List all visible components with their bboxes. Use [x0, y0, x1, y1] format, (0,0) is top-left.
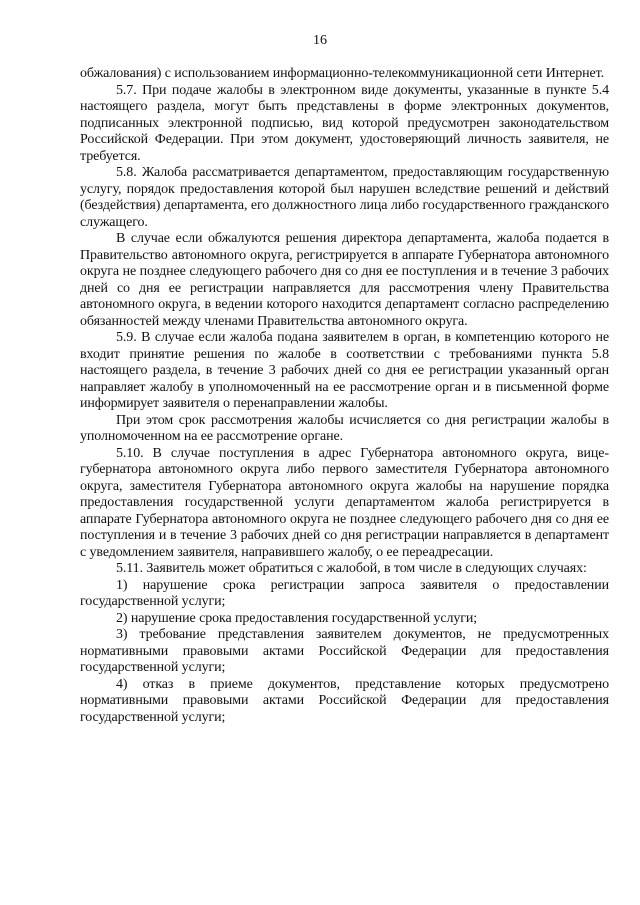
paragraph: 5.9. В случае если жалоба подана заявителем в орган, в компетенцию которого не входит принятие решения по жалобе в соответствии с требованиями пункта 5.8 настоящего раздела, в течение 3 рабочих дней со дня ее регистрации указанный орган направляет жалобу в уполномоченный на ее рассмотрение орган и в письменной форме информирует заявителя о перенаправлении жалобы. [80, 330, 609, 411]
page-number: 16 [313, 33, 327, 48]
paragraph: обжалования) с использованием информационно-телекоммуникационной сети Интернет. [80, 66, 605, 81]
paragraph: При этом срок рассмотрения жалобы исчисляется со дня регистрации жалобы в уполномоченном на ее рассмотрение органе. [80, 412, 609, 444]
document-body [80, 66, 609, 726]
list-item: 3) требование представления заявителем документов, не предусмотренных нормативными правовыми актами Российской Федерации для предоставления государственной услуги; [80, 627, 609, 675]
paragraph: 5.8. Жалоба рассматривается департаментом, предоставляющим государственную услугу, порядок предоставления которой был нарушен вследствие решений и действий (бездействия) департамента, его должностного лица либо государственного гражданского служащего. [80, 165, 609, 230]
paragraph: 5.7. При подаче жалобы в электронном виде документы, указанные в пункте 5.4 настоящего раздела, могут быть представлены в форме электронных документов, подписанных электронной подписью, вид которой предусмотрен законодательством Российской Федерации. При этом документ, удостоверяющий личность заявителя, не требуется. [80, 82, 609, 164]
list-item: 2) нарушение срока предоставления государственной услуги; [116, 610, 478, 626]
paragraph: В случае если обжалуются решения директора департамента, жалоба подается в Правительство автономного округа, регистрируется в аппарате Губернатора автономного округа не позднее следующего рабочего дня со дня ее поступления и в течение 3 рабочих дней со дня ее регистрации направляется для рассмотрения члену Правительства автономного округа, в ведении которого находится департамент согласно распределению обязанностей между членами Правительства автономного округа. [80, 231, 609, 329]
paragraph: 5.11. Заявитель может обратиться с жалобой, в том числе в следующих случаях: [116, 561, 587, 576]
list-item: 1) нарушение срока регистрации запроса заявителя о предоставлении государственной услуги; [80, 577, 609, 609]
list-item: 4) отказ в приеме документов, представление которых предусмотрено нормативными правовыми актами Российской Федерации для предоставления государственной услуги; [80, 676, 609, 725]
paragraph: 5.10. В случае поступления в адрес Губернатора автономного округа, вице-губернатора автономного округа либо первого заместителя Губернатора автономного округа, заместителя Губернатора автономного округа жалобы на нарушение порядка предоставления государственной услуги департаментом жалоба регистрируется в аппарате Губернатора автономного округа не позднее следующего рабочего дня со дня ее поступления и в течение 3 рабочих дней со дня регистрации направляется в департамент с уведомлением заявителя, направившего жалобу, о ее переадресации. [80, 445, 609, 560]
